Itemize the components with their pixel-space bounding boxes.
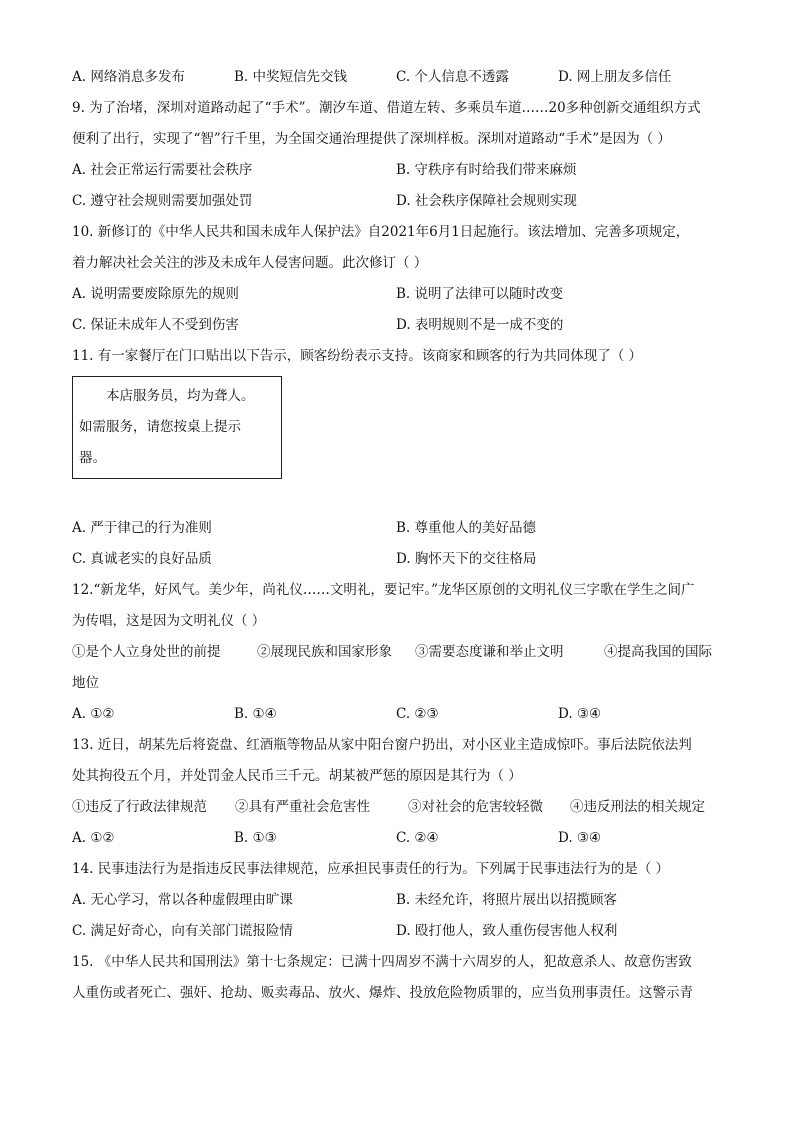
- q12-statement-3: ③需要态度谦和举止文明: [415, 644, 564, 660]
- q13-statement-2: ②具有严重社会危害性: [235, 799, 370, 815]
- q14-option-b: B. 未经允许，将照片展出以招揽顾客: [396, 892, 618, 908]
- q10-option-c: C. 保证未成年人不受到伤害: [72, 317, 239, 333]
- q13-statement-3: ③对社会的危害较轻微: [408, 799, 543, 815]
- q12-statement-cont: 地位: [72, 675, 99, 691]
- q11-notice-line1: 本店服务员，均为聋人。: [106, 388, 255, 404]
- q14-option-c: C. 满足好奇心，向有关部门谎报险情: [72, 923, 293, 939]
- q13-option-c: C. ②④: [396, 830, 439, 846]
- q10-option-d: D. 表明规则不是一成不变的: [396, 317, 564, 333]
- q13-options: [72, 823, 732, 854]
- exam-page: [72, 62, 732, 1009]
- q11-option-c: C. 真诚老实的良好品质: [72, 551, 212, 567]
- q9-stem-line2: 便利了出行，实现了“智”行千里，为全国交通治理提供了深圳样板。深圳对道路动“手术”是因为（ ）: [72, 131, 671, 147]
- q10-options-row1: [72, 279, 732, 310]
- q11-notice-line3: 器。: [79, 450, 106, 466]
- q9-option-a: A. 社会正常运行需要社会秩序: [72, 162, 253, 178]
- q10-option-b: B. 说明了法律可以随时改变: [396, 286, 564, 302]
- q12-stem-line1: 12.“新龙华，好风气。美少年，尚礼仪……文明礼，要记牢。”龙华区原创的文明礼仪三字歌在学生之间广: [72, 582, 695, 598]
- q13-option-d: D. ③④: [558, 830, 602, 846]
- q13-stem-line1: 13. 近日，胡某先后将瓷盘、红酒瓶等物品从家中阳台窗户扔出，对小区业主造成惊吓。事后法院依法判: [72, 737, 692, 753]
- q11-option-a: A. 严于律己的行为准则: [72, 520, 212, 536]
- q11-stem: 11. 有一家餐厅在门口贴出以下告示，顾客纷纷表示支持。该商家和顾客的行为共同体现了（ ）: [72, 348, 643, 364]
- q12-statement-4: ④提高我国的国际: [604, 644, 712, 660]
- q12-options: [72, 699, 732, 730]
- q8-option-b: B. 中奖短信先交钱: [234, 69, 348, 85]
- q12-statement-2: ②展现民族和国家形象: [257, 644, 392, 660]
- q12-statement-1: ①是个人立身处世的前提: [72, 644, 221, 660]
- q13-statement-1: ①违反了行政法律规范: [72, 799, 207, 815]
- spacer: [72, 479, 732, 513]
- q11-options-row2: [72, 544, 732, 575]
- q8-option-c: C. 个人信息不透露: [396, 69, 509, 85]
- q14-option-d: D. 殴打他人，致人重伤侵害他人权利: [396, 923, 618, 939]
- q11-option-b: B. 尊重他人的美好品德: [396, 520, 537, 536]
- q14-option-a: A. 无心学习，常以各种虚假理由旷课: [72, 892, 293, 908]
- q9-options-row1: [72, 155, 732, 186]
- q9-stem-line1: 9. 为了治堵，深圳对道路动起了“手术”。潮汐车道、借道左转、多乘员车道……20多种创新交通组织方式: [72, 100, 701, 116]
- q13-statement-4: ④违反刑法的相关规定: [570, 799, 705, 815]
- q10-stem-line1: 10. 新修订的《中华人民共和国未成年人保护法》自2021年6月1日起施行。该法增加、完善多项规定，: [72, 224, 690, 240]
- q12-option-a: A. ①②: [72, 706, 115, 722]
- q13-stem-line2: 处其拘役五个月，并处罚金人民币三千元。胡某被严惩的原因是其行为（ ）: [72, 768, 522, 784]
- q9-option-d: D. 社会秩序保障社会规则实现: [396, 193, 577, 209]
- q8-option-a: A. 网络消息多发布: [72, 69, 185, 85]
- q15-stem-line1: 15. 《中华人民共和国刑法》第十七条规定：已满十四周岁不满十六周岁的人，犯故意杀人、故意伤害致: [72, 954, 692, 970]
- q15-stem-line2: 人重伤或者死亡、强奸、抢劫、贩卖毒品、放火、爆炸、投放危险物质罪的，应当负刑事责任。这警示青: [72, 985, 693, 1001]
- q8-option-d: D. 网上朋友多信任: [558, 69, 672, 85]
- q14-options-row1: [72, 885, 732, 916]
- q10-options-row2: [72, 310, 732, 341]
- q12-stem-line2: 为传唱，这是因为文明礼仪（ ）: [72, 613, 266, 629]
- q12-statements: [72, 637, 732, 668]
- q14-options-row2: [72, 916, 732, 947]
- q11-notice-line2: 如需服务，请您按桌上提示: [79, 419, 241, 435]
- q8-options: [72, 62, 732, 93]
- q11-option-d: D. 胸怀天下的交往格局: [396, 551, 537, 567]
- q12-option-c: C. ②③: [396, 706, 439, 722]
- q13-option-b: B. ①③: [234, 830, 277, 846]
- q12-option-d: D. ③④: [558, 706, 602, 722]
- q10-option-a: A. 说明需要废除原先的规则: [72, 286, 239, 302]
- q11-notice-box: [72, 376, 282, 479]
- q11-options-row1: [72, 513, 732, 544]
- q9-options-row2: [72, 186, 732, 217]
- q13-option-a: A. ①②: [72, 830, 115, 846]
- q10-stem-line2: 着力解决社会关注的涉及未成年人侵害问题。此次修订（ ）: [72, 255, 428, 271]
- q9-option-c: C. 遵守社会规则需要加强处罚: [72, 193, 253, 209]
- q12-option-b: B. ①④: [234, 706, 277, 722]
- q9-option-b: B. 守秩序有时给我们带来麻烦: [396, 162, 577, 178]
- q14-stem: 14. 民事违法行为是指违反民事法律规范，应承担民事责任的行为。下列属于民事违法行为的是（ ）: [72, 861, 670, 877]
- q13-statements: [72, 792, 732, 823]
